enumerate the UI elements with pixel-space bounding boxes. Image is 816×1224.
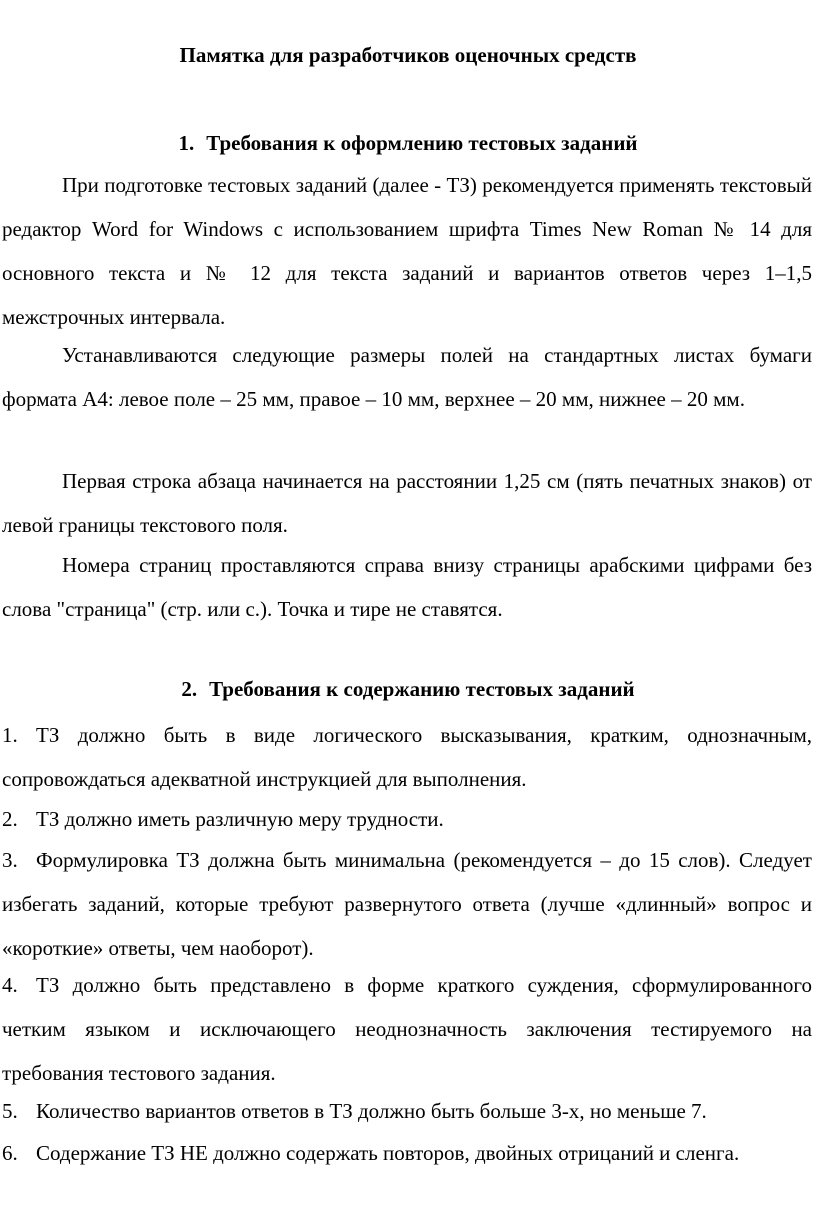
section-1-paragraph-4: Номера страниц проставляются справа внизу страницы арабскими цифрами без слова "страница" (стр. или с.). Точка и тире не ставятся. [2, 553, 812, 621]
list-item-text: ТЗ должно быть в виде логического высказывания, кратким, однозначным, сопровождаться адекватной инструкцией для выполнения. [2, 723, 812, 791]
list-item-text: ТЗ должно иметь различную меру трудности. [36, 807, 444, 831]
list-item-text: ТЗ должно быть представлено в форме краткого суждения, сформулированного четким языком и исключающего неоднозначность заключения тестируемого на требования тестового задания. [2, 973, 812, 1085]
section-2-number: 2. [181, 677, 198, 701]
document-title: Памятка для разработчиков оценочных средств [179, 43, 637, 67]
section-1-title: Требования к оформлению тестовых заданий [206, 131, 638, 155]
list-item [2, 1131, 812, 1175]
list-item-number: 1. [2, 723, 18, 747]
list-item [2, 713, 812, 801]
list-item-number: 6. [2, 1141, 18, 1165]
list-item [2, 797, 812, 841]
list-item-number: 4. [2, 973, 18, 997]
section-1-number: 1. [178, 131, 195, 155]
section-1-heading [0, 128, 816, 158]
section-1-paragraph-1: При подготовке тестовых заданий (далее - ТЗ) рекомендуется применять текстовый редактор Word for Windows с использованием шрифта Times New Roman № 14 для основного текста и № 12 для текста заданий и вариантов ответов через 1–1,5 межстрочных интервала. [2, 173, 812, 329]
list-item-text: Формулировка ТЗ должна быть минимальна (рекомендуется – до 15 слов). Следует избегать заданий, которые требуют развернутого ответа (лучше «длинный» вопрос и «короткие» ответы, чем наоборот). [2, 848, 812, 960]
section-2-title: Требования к содержанию тестовых заданий [209, 677, 635, 701]
list-item-number: 2. [2, 807, 18, 831]
list-item-text: Количество вариантов ответов в ТЗ должно быть больше 3-х, но меньше 7. [36, 1099, 707, 1123]
section-1-paragraph-2: Устанавливаются следующие размеры полей на стандартных листах бумаги формата А4: левое поле – 25 мм, правое – 10 мм, верхнее – 20 мм, нижнее – 20 мм. [2, 343, 812, 411]
section-1-paragraph-3: Первая строка абзаца начинается на расстоянии 1,25 см (пять печатных знаков) от левой границы текстового поля. [2, 469, 812, 537]
list-item [2, 1089, 812, 1133]
list-item [2, 963, 812, 1095]
list-item-number: 3. [2, 848, 18, 872]
list-item-text: Содержание ТЗ НЕ должно содержать повторов, двойных отрицаний и сленга. [36, 1141, 740, 1165]
section-2-heading [0, 674, 816, 704]
list-item-number: 5. [2, 1099, 18, 1123]
list-item [2, 838, 812, 970]
